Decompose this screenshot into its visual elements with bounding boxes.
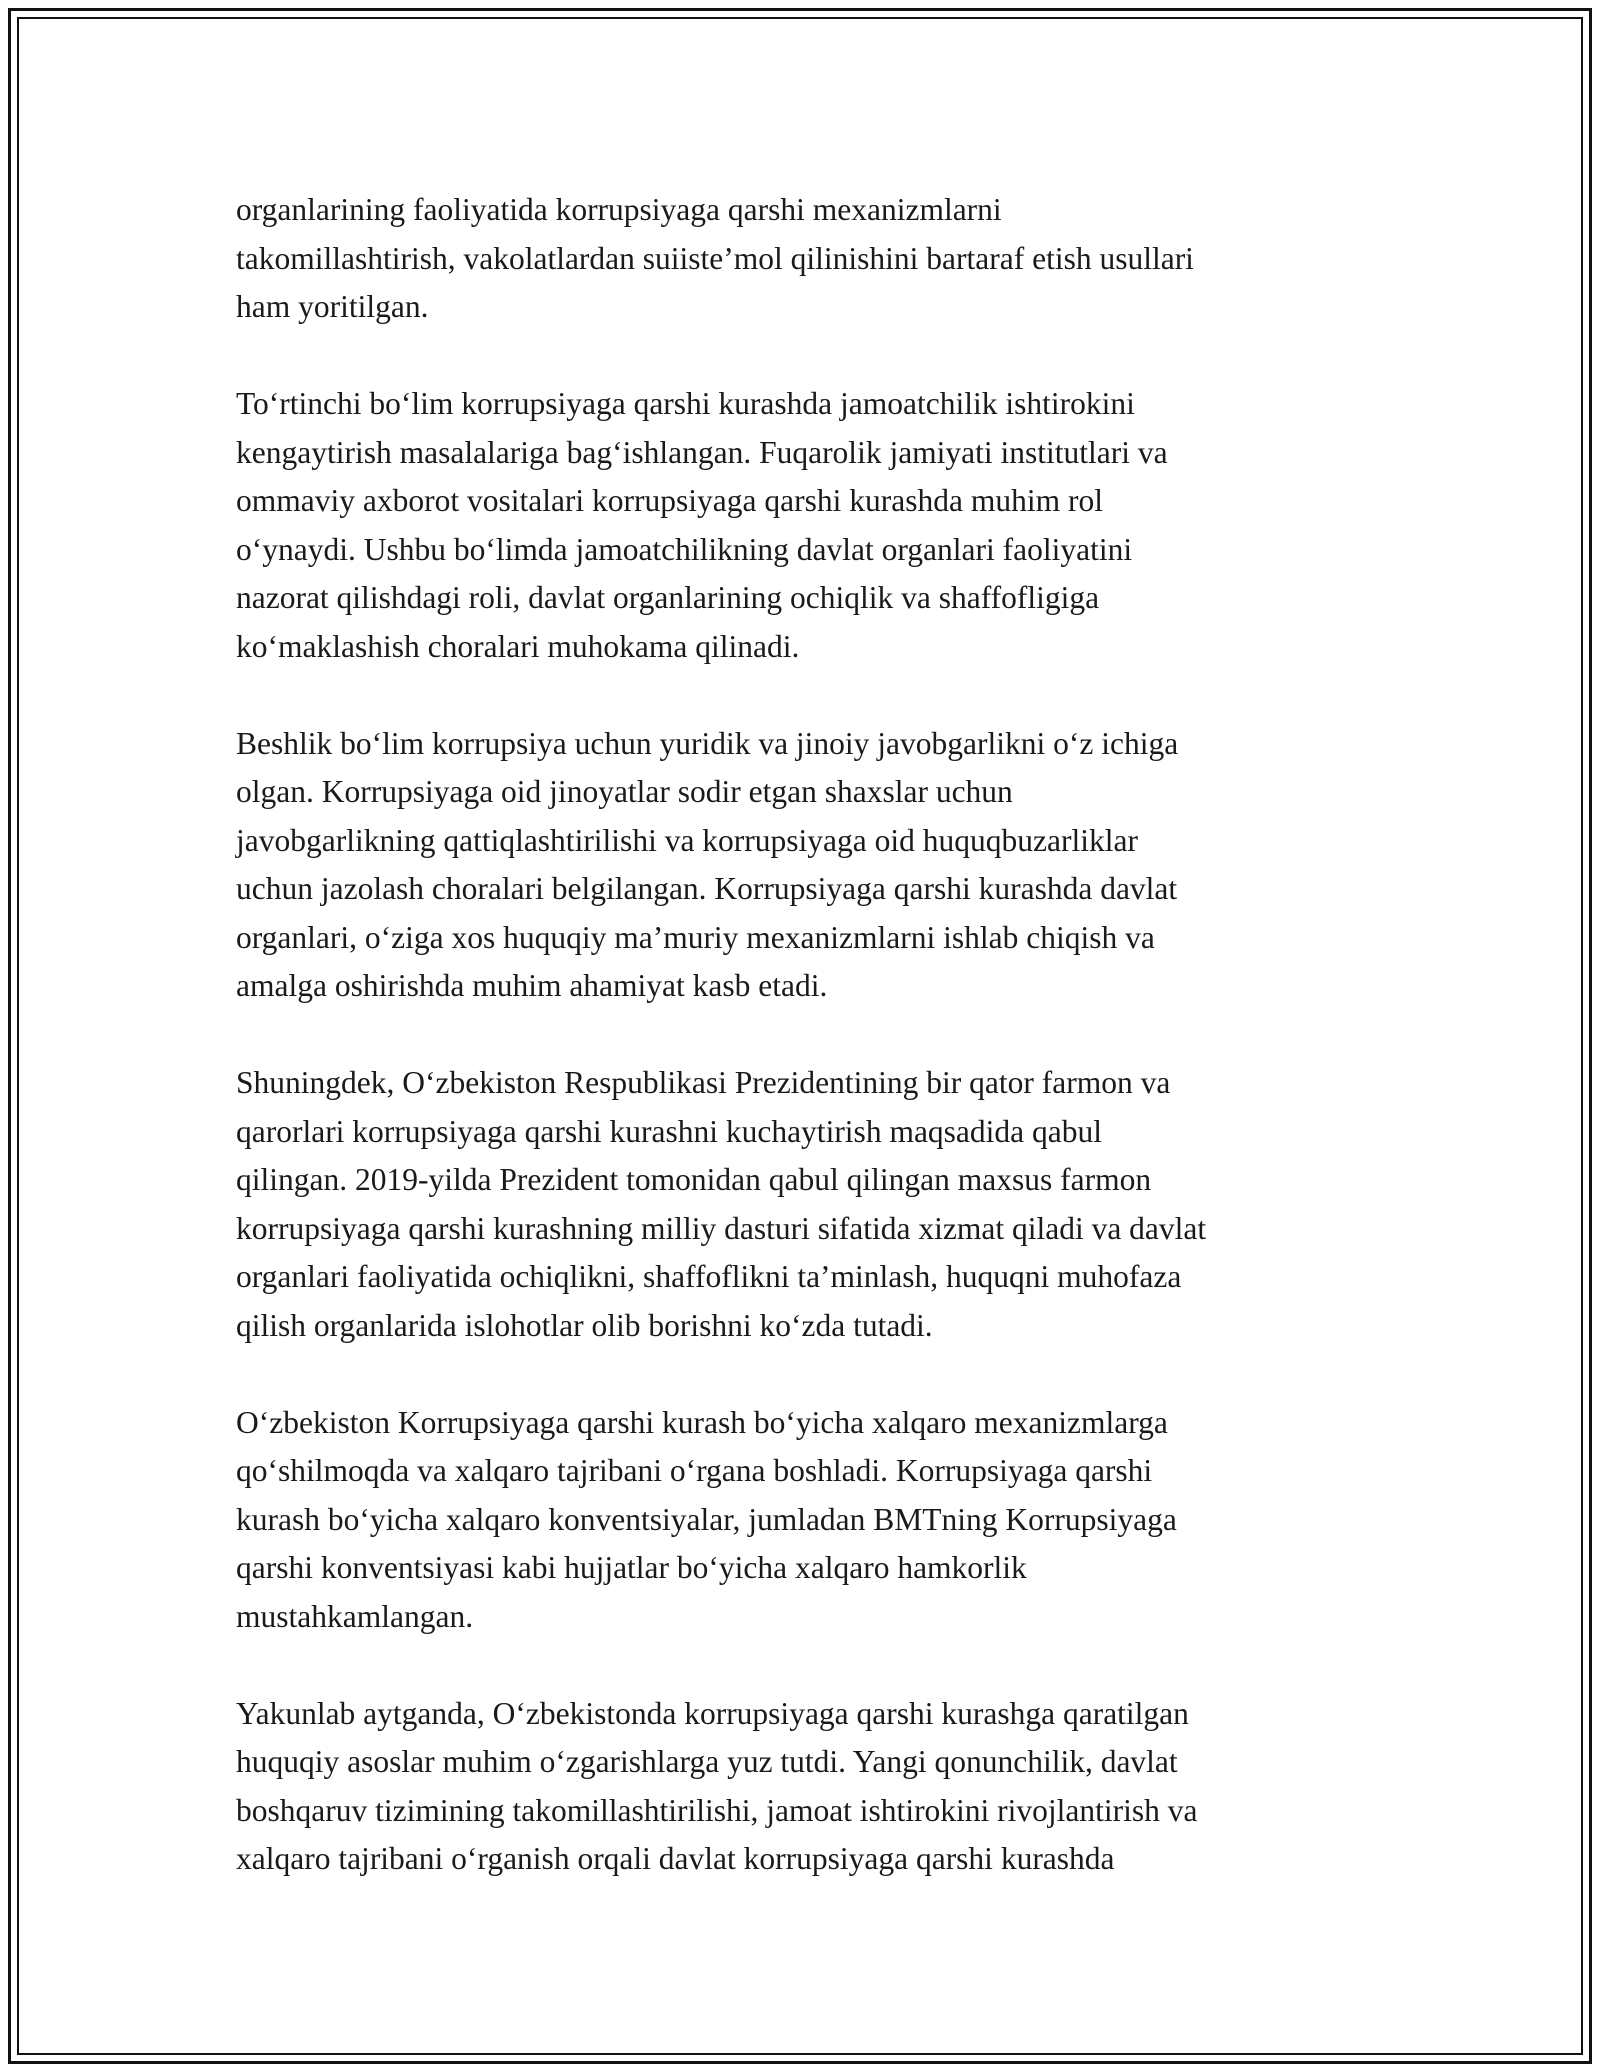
- text-line: organlarining faoliyatida korrupsiyaga qarshi mexanizmlarni: [236, 192, 1002, 227]
- text-line: To‘rtinchi bo‘lim korrupsiyaga qarshi kurashda jamoatchilik ishtirokini: [236, 386, 1135, 421]
- paragraph-3: [236, 720, 1376, 1011]
- text-line: Shuningdek, O‘zbekiston Respublikasi Prezidentining bir qator farmon va: [236, 1065, 1171, 1100]
- text-line: qarshi konventsiyasi kabi hujjatlar bo‘yicha xalqaro hamkorlik: [236, 1550, 1027, 1585]
- paragraph-2: [236, 380, 1376, 671]
- text-line: amalga oshirishda muhim ahamiyat kasb etadi.: [236, 968, 828, 1003]
- text-line: kengaytirish masalalariga bag‘ishlangan. Fuqarolik jamiyati institutlari va: [236, 434, 1168, 470]
- text-line: qarorlari korrupsiyaga qarshi kurashni kuchaytirish maqsadida qabul: [236, 1113, 1103, 1149]
- paragraph-5: [236, 1399, 1376, 1642]
- text-line: qilish organlarida islohotlar olib borishni ko‘zda tutadi.: [236, 1307, 933, 1343]
- text-line: javobgarlikning qattiqlashtirilishi va korrupsiyaga oid huquqbuzarliklar: [236, 822, 1138, 858]
- text-line: o‘ynaydi. Ushbu bo‘limda jamoatchilikning davlat organlari faoliyatini: [236, 531, 1133, 567]
- text-line: Yakunlab aytganda, O‘zbekistonda korrupsiyaga qarshi kurashga qaratilgan: [236, 1695, 1189, 1731]
- text-line: boshqaruv tizimining takomillashtirilishi, jamoat ishtirokini rivojlantirish va: [236, 1792, 1198, 1828]
- text-line: O‘zbekiston Korrupsiyaga qarshi kurash bo‘yicha xalqaro mexanizmlarga: [236, 1404, 1168, 1440]
- text-line: Beshlik bo‘lim korrupsiya uchun yuridik va jinoiy javobgarlikni o‘z ichiga: [236, 725, 1179, 761]
- paragraph-6: [236, 1690, 1376, 1884]
- text-line: huquqiy asoslar muhim o‘zgarishlarga yuz tutdi. Yangi qonunchilik, davlat: [236, 1744, 1178, 1779]
- text-line: organlari faoliyatida ochiqlikni, shaffoflikni ta’minlash, huquqni muhofaza: [236, 1259, 1182, 1294]
- text-line: uchun jazolash choralari belgilangan. Korrupsiyaga qarshi kurashda davlat: [236, 871, 1178, 906]
- text-line: korrupsiyaga qarshi kurashning milliy dasturi sifatida xizmat qiladi va davlat: [236, 1210, 1207, 1246]
- text-line: ommaviy axborot vositalari korrupsiyaga qarshi kurashda muhim rol: [236, 483, 1103, 518]
- paragraph-1: [236, 186, 1376, 332]
- text-line: kurash bo‘yicha xalqaro konventsiyalar, jumladan BMTning Korrupsiyaga: [236, 1501, 1177, 1537]
- text-line: olgan. Korrupsiyaga oid jinoyatlar sodir etgan shaxslar uchun: [236, 774, 1013, 809]
- paragraph-4: [236, 1059, 1376, 1350]
- text-line: xalqaro tajribani o‘rganish orqali davlat korrupsiyaga qarshi kurashda: [236, 1841, 1115, 1876]
- text-line: nazorat qilishdagi roli, davlat organlarining ochiqlik va shaffofligiga: [236, 580, 1100, 615]
- text-line: ko‘maklashish choralari muhokama qilinadi.: [236, 628, 800, 664]
- text-line: qilingan. 2019-yilda Prezident tomonidan qabul qilingan maxsus farmon: [236, 1162, 1152, 1197]
- text-line: takomillashtirish, vakolatlardan suiiste’mol qilinishini bartaraf etish usullari: [236, 240, 1194, 276]
- document-body: [236, 186, 1376, 1884]
- text-line: ham yoritilgan.: [236, 289, 429, 324]
- text-line: mustahkamlangan.: [236, 1598, 474, 1634]
- text-line: organlari, o‘ziga xos huquqiy ma’muriy mexanizmlarni ishlab chiqish va: [236, 919, 1155, 955]
- text-line: qo‘shilmoqda va xalqaro tajribani o‘rgana boshladi. Korrupsiyaga qarshi: [236, 1453, 1153, 1488]
